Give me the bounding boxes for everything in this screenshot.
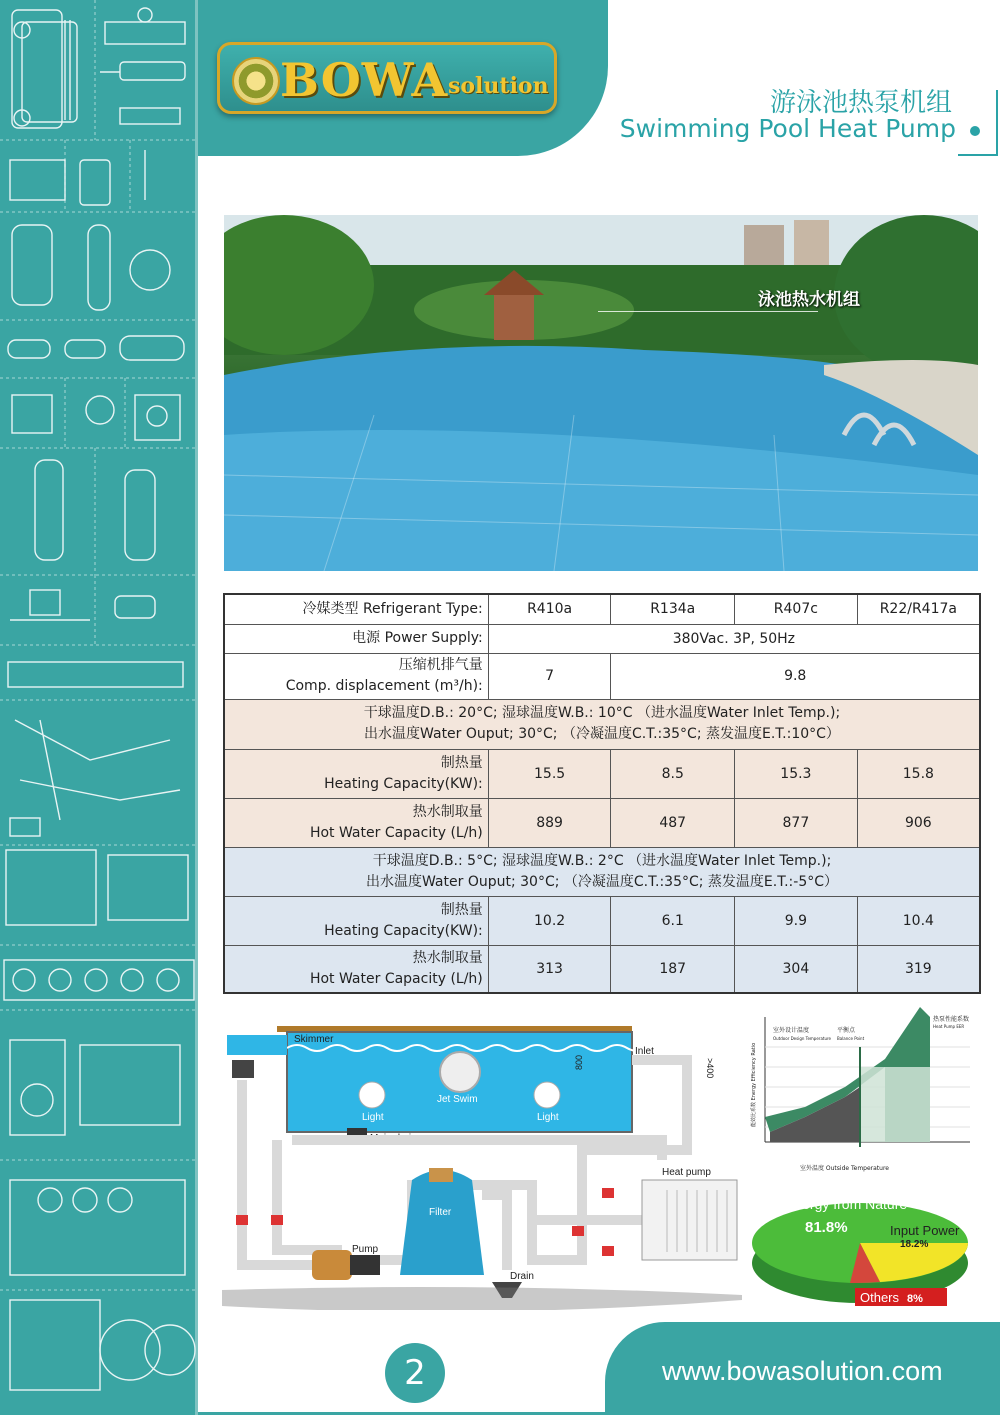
hotwater-cell: 313 bbox=[488, 945, 611, 993]
label-filter: Filter bbox=[429, 1207, 452, 1218]
refrigerant-cell: R410a bbox=[488, 594, 611, 624]
photo-caption: 泳池热水机组 bbox=[758, 290, 860, 310]
displacement-label bbox=[224, 653, 488, 699]
heating-label-cn: 制热量 bbox=[440, 901, 483, 918]
heating-cell: 8.5 bbox=[611, 749, 735, 798]
hotwater-cell: 906 bbox=[857, 798, 980, 847]
label-skimmer: Skimmer bbox=[294, 1034, 334, 1045]
caption-underline bbox=[598, 311, 818, 312]
skimmer-box bbox=[227, 1035, 287, 1055]
value-input: 18.2% bbox=[900, 1239, 929, 1250]
title-divider bbox=[996, 90, 998, 156]
hotwater-label-cn: 热水制取量 bbox=[412, 803, 483, 820]
left-light-icon bbox=[359, 1082, 385, 1108]
label-jet-swim: Jet Swim bbox=[437, 1094, 478, 1105]
label-balance-point-en: Balance Point bbox=[837, 1036, 865, 1041]
hotwater-label-cn: 热水制取量 bbox=[412, 949, 483, 966]
operating-area bbox=[860, 1067, 930, 1142]
power-label: 电源 Power Supply: bbox=[224, 624, 488, 653]
energy-pie-chart bbox=[750, 1185, 980, 1310]
condition-1-line-1: 干球温度D.B.: 20°C; 湿球温度W.B.: 10°C （进水温度Water Inlet Temp.); bbox=[363, 705, 841, 721]
label-depth: 800 bbox=[574, 1054, 584, 1070]
heating-cell: 9.9 bbox=[735, 896, 858, 945]
hotwater-cell: 187 bbox=[611, 945, 735, 993]
label-light-left: Light bbox=[362, 1112, 384, 1123]
skimmer-basket-icon bbox=[232, 1060, 254, 1078]
label-height: >400 bbox=[705, 1058, 715, 1079]
condition-1-note bbox=[224, 699, 980, 749]
heating-cell: 10.4 bbox=[857, 896, 980, 945]
page-title-english: Swimming Pool Heat Pump bbox=[619, 114, 956, 143]
hotwater-cell: 319 bbox=[857, 945, 980, 993]
table-row-condition-1 bbox=[224, 699, 980, 749]
pool-photo bbox=[224, 215, 978, 571]
title-divider-foot bbox=[958, 154, 998, 156]
hotwater-label-en: Hot Water Capacity (L/h) bbox=[309, 824, 483, 841]
logo-wordmark: BOWA bbox=[280, 53, 449, 107]
heating-cell: 15.8 bbox=[857, 749, 980, 798]
title-bullet-icon bbox=[970, 126, 980, 136]
displacement-cell: 9.8 bbox=[611, 653, 980, 699]
condition-2-line-1: 干球温度D.B.: 5°C; 湿球温度W.B.: 2°C （进水温度Water Inlet Temp.); bbox=[372, 852, 832, 869]
table-row-power bbox=[224, 624, 980, 653]
label-design-temp-en: Outdoor Design Temperature bbox=[773, 1036, 832, 1041]
power-value: 380Vac. 3P, 50Hz bbox=[488, 624, 980, 653]
jet-swim-icon bbox=[440, 1052, 480, 1092]
equipment-sidebar bbox=[0, 0, 198, 1415]
label-drain: Drain bbox=[510, 1271, 534, 1282]
value-others: 8% bbox=[907, 1293, 923, 1305]
refrigerant-label: 冷媒类型 Refrigerant Type: bbox=[224, 594, 488, 624]
hotwater-label-en: Hot Water Capacity (L/h) bbox=[309, 970, 483, 987]
performance-curve bbox=[745, 1007, 985, 1177]
refrigerant-cell: R407c bbox=[735, 594, 858, 624]
page-title-chinese: 游泳池热泵机组 bbox=[769, 88, 952, 118]
heating-label-cn: 制热量 bbox=[440, 754, 483, 771]
table-row-hotwater-2 bbox=[224, 945, 980, 993]
heating-label-en: Heating Capacity(KW): bbox=[324, 922, 483, 939]
pool-plumbing-diagram bbox=[222, 1020, 742, 1310]
displacement-label-en: Comp. displacement (m³/h): bbox=[285, 678, 483, 694]
filter-valve-icon bbox=[429, 1168, 453, 1182]
hotwater-cell: 889 bbox=[488, 798, 611, 847]
table-row-displacement bbox=[224, 653, 980, 699]
spec-table bbox=[223, 593, 981, 994]
right-light-icon bbox=[534, 1082, 560, 1108]
pump-body-icon bbox=[312, 1250, 352, 1280]
label-cop: 热泵性能系数 bbox=[933, 1016, 970, 1023]
heating-cell: 6.1 bbox=[611, 896, 735, 945]
label-light-right: Light bbox=[537, 1112, 559, 1123]
website-link[interactable]: www.bowasolution.com bbox=[662, 1356, 943, 1386]
heating-cell: 10.2 bbox=[488, 896, 611, 945]
hotwater-cell: 304 bbox=[735, 945, 858, 993]
heating-label bbox=[224, 896, 488, 945]
displacement-cell: 7 bbox=[488, 653, 611, 699]
table-row-refrigerant bbox=[224, 594, 980, 624]
page-number: 2 bbox=[385, 1343, 445, 1403]
heating-label bbox=[224, 749, 488, 798]
pool-scene-drawing bbox=[224, 215, 978, 571]
logo-subtitle: solution bbox=[448, 73, 549, 99]
label-main-drain: Main drain bbox=[370, 1133, 417, 1144]
heating-label-en: Heating Capacity(KW): bbox=[324, 775, 483, 792]
condition-1-line-2: 出水温度Water Ouput; 30°C; （冷凝温度C.T.:35°C; 蒸发温度E.T.:10°C） bbox=[364, 726, 840, 742]
displacement-label-cn: 压缩机排气量 bbox=[398, 657, 483, 673]
label-balance-point: 平衡点 bbox=[837, 1027, 856, 1034]
table-row-condition-2 bbox=[224, 847, 980, 896]
label-nature: Energy from Nature bbox=[785, 1196, 908, 1212]
label-inlet: Inlet bbox=[635, 1046, 654, 1057]
condition-2-line-2: 出水温度Water Ouput; 30°C; （冷凝温度C.T.:35°C; 蒸发温度E.T.:-5°C） bbox=[365, 873, 839, 890]
heat-pump-unit-icon bbox=[642, 1180, 737, 1260]
sand-filter-icon bbox=[400, 1170, 484, 1275]
hotwater-cell: 487 bbox=[611, 798, 735, 847]
refrigerant-cell: R22/R417a bbox=[857, 594, 980, 624]
label-others: Others bbox=[860, 1290, 900, 1305]
table-row-hotwater-1 bbox=[224, 798, 980, 847]
hotwater-label bbox=[224, 798, 488, 847]
ground-shadow bbox=[222, 1287, 742, 1310]
heating-cell: 15.3 bbox=[735, 749, 858, 798]
label-heat-pump: Heat pump bbox=[662, 1167, 711, 1178]
equipment-drawings bbox=[0, 0, 198, 1415]
label-pump: Pump bbox=[352, 1244, 379, 1255]
label-design-temp: 室外设计温度 bbox=[773, 1027, 810, 1034]
x-axis-label: 室外温度 Outside Temperature bbox=[800, 1165, 889, 1172]
brand-logo bbox=[217, 42, 557, 114]
refrigerant-cell: R134a bbox=[611, 594, 735, 624]
logo-emblem-icon bbox=[232, 57, 280, 105]
table-row-heating-2 bbox=[224, 896, 980, 945]
condition-2-note bbox=[224, 847, 980, 896]
pump-motor-icon bbox=[350, 1255, 380, 1275]
value-nature: 81.8% bbox=[805, 1219, 848, 1236]
hotwater-label bbox=[224, 945, 488, 993]
label-cop-en: Heat Pump EER bbox=[933, 1024, 965, 1029]
heating-cell: 15.5 bbox=[488, 749, 611, 798]
hotwater-cell: 877 bbox=[735, 798, 858, 847]
label-input: Input Power bbox=[890, 1223, 960, 1238]
table-row-heating-1 bbox=[224, 749, 980, 798]
y-axis-label: 能效比系数 Energy Efficiency Ratio bbox=[751, 1042, 757, 1127]
